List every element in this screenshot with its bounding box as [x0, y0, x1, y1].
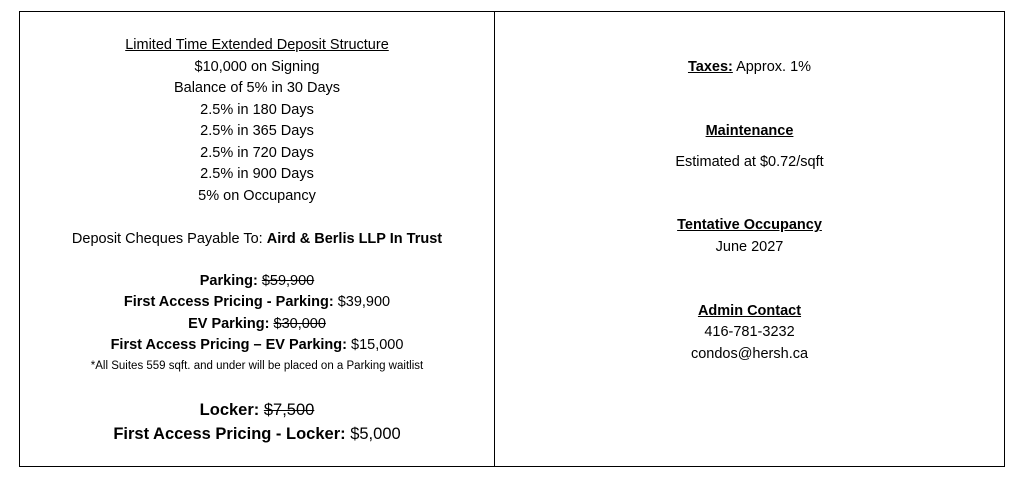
first-access-locker-price: $5,000 — [350, 425, 401, 443]
admin-contact-heading: Admin Contact — [697, 303, 802, 319]
first-access-ev-line — [20, 336, 494, 354]
deposit-item-4: 2.5% in 365 Days — [200, 123, 314, 139]
parking-line — [20, 272, 494, 290]
parking-old-price: $59,900 — [261, 273, 315, 289]
first-access-parking-label: First Access Pricing - Parking: — [123, 294, 338, 310]
deposit-cheques-line — [20, 230, 494, 248]
occupancy-heading: Tentative Occupancy — [677, 217, 822, 233]
locker-old-price: $7,500 — [263, 401, 315, 419]
first-access-ev-price: $15,000 — [351, 337, 404, 353]
admin-email: condos@hersh.ca — [690, 346, 809, 362]
info-table — [19, 11, 1005, 467]
deposit-item-3: 2.5% in 180 Days — [200, 102, 314, 118]
first-access-parking-price: $39,900 — [337, 294, 391, 310]
admin-phone: 416-781-3232 — [704, 324, 795, 340]
first-access-ev-label: First Access Pricing – EV Parking: — [110, 337, 351, 353]
locker-line — [20, 400, 494, 420]
first-access-locker-label: First Access Pricing - Locker: — [113, 425, 351, 443]
ev-parking-old-price: $30,000 — [273, 316, 326, 332]
deposit-item-2: Balance of 5% in 30 Days — [173, 80, 341, 96]
deposit-structure-heading: Limited Time Extended Deposit Structure — [125, 37, 389, 53]
deposit-item-5: 2.5% in 720 Days — [200, 145, 314, 161]
deposit-item-6: 2.5% in 900 Days — [200, 166, 314, 182]
first-access-locker-line — [20, 424, 494, 444]
ev-parking-label: EV Parking: — [188, 316, 274, 332]
maintenance-heading: Maintenance — [705, 123, 794, 139]
first-access-parking-line — [20, 293, 494, 311]
right-column — [495, 12, 1004, 466]
deposit-cheques-payee: Aird & Berlis LLP In Trust — [266, 231, 443, 247]
deposit-item-1: $10,000 on Signing — [194, 59, 320, 75]
parking-label: Parking: — [199, 273, 262, 289]
parking-waitlist-note: *All Suites 559 sqft. and under will be placed on a Parking waitlist — [90, 360, 424, 372]
taxes-value: Approx. 1% — [732, 59, 812, 75]
left-column — [20, 12, 494, 466]
locker-label: Locker: — [199, 401, 264, 419]
taxes-label: Taxes: — [687, 59, 733, 75]
taxes-line — [495, 58, 1004, 76]
deposit-item-7: 5% on Occupancy — [198, 188, 316, 204]
occupancy-value: June 2027 — [715, 239, 784, 255]
deposit-cheques-label: Deposit Cheques Payable To: — [71, 231, 267, 247]
ev-parking-line — [20, 315, 494, 333]
maintenance-value: Estimated at $0.72/sqft — [675, 154, 824, 170]
